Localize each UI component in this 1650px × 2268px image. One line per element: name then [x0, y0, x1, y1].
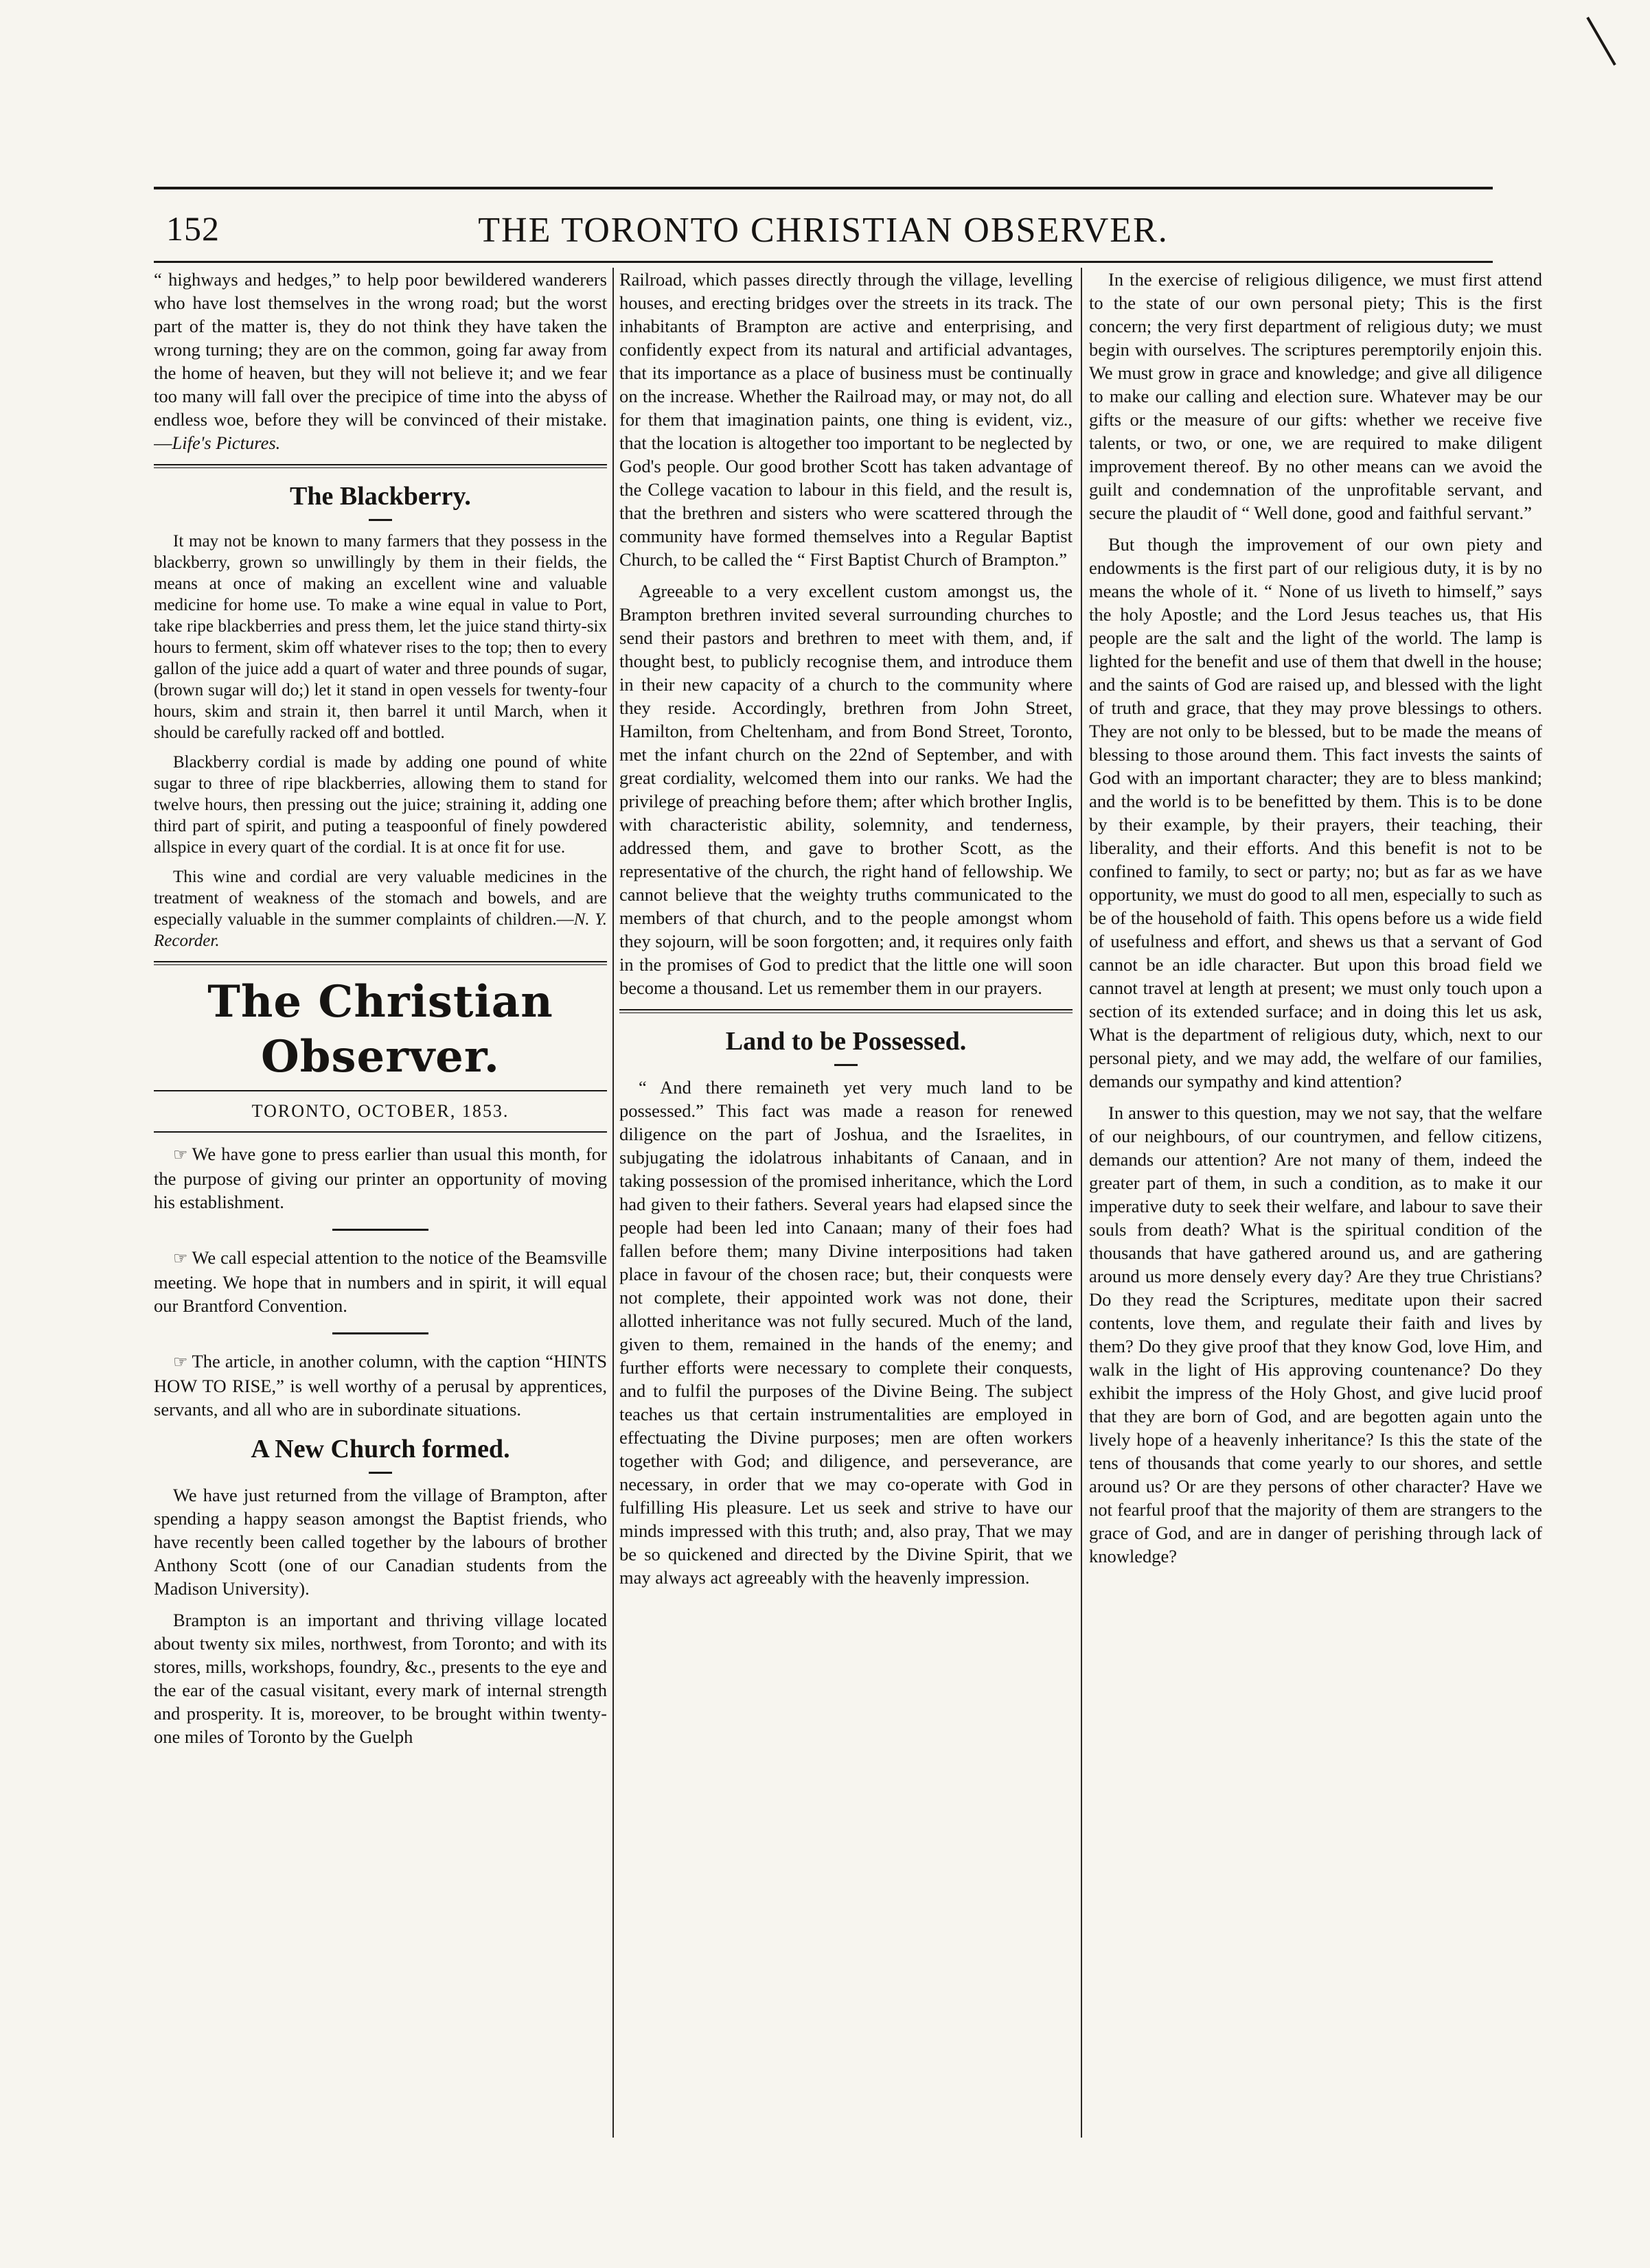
column-divider-2 [1081, 268, 1082, 2138]
notice-1: ☞ We have gone to press earlier than usual this month, for the purpose of giving our printer an opportunity of moving his establishment. [154, 1144, 607, 1212]
page-number: 152 [166, 209, 220, 248]
land-paragraph-2: In the exercise of religious diligence, we must first attend to the state of our own personal piety; This is the first concern; the very first department of religious duty; we must begin with ourselves. The scriptures peremptorily enjoin this. We must grow in grace and knowledge; and give all diligence to make our calling and election sure. Whatever may be our gifts or the measure of our gifts: whether we receive five talents, or two, or one, we are required to make diligent improvement thereof. By no other means can we avoid the guilt and condemnation of the unprofitable servant, and secure the plaudit of “ Well done, good and faithful servant.” [1089, 269, 1542, 523]
intro-source: Life's Pictures. [172, 432, 281, 453]
dateline: TORONTO, OCTOBER, 1853. [154, 1090, 607, 1133]
pointing-hand-icon: ☞ [173, 1250, 188, 1268]
column-divider-1 [612, 268, 614, 2138]
article-title-blackberry: The Blackberry. [290, 482, 471, 511]
title-dash [369, 1472, 392, 1474]
header-rule [154, 261, 1493, 263]
title-dash [369, 519, 392, 521]
notice-3: ☞ The article, in another column, with the caption “HINTS HOW TO RISE,” is well worthy of a perusal by apprentices, servants, and all who are in subordinate situations. [154, 1351, 607, 1420]
top-rule [154, 187, 1493, 189]
blackberry-paragraph-1: It may not be known to many farmers that they possess in the blackberry, grown so unwillingly by them in their fields, the means at once of making an excellent wine and valuable medicine for home use. To make a wine equal in value to Port, take ripe blackberries and press them, let the juice stand thirty-six hours to ferment, skim off whatever rises to the top; then to every gallon of the juice add a quart of water and three pounds of sugar, (brown sugar will do;) let it stand in open vessels for twenty-four hours, skim and strain it, then barrel it until March, when it should be carefully racked off and bottled. [154, 532, 607, 742]
title-dash [834, 1064, 858, 1066]
pointing-hand-icon: ☞ [173, 1354, 188, 1372]
notice-2: ☞ We call especial attention to the notice of the Beamsville meeting. We hope that in numbers and in spirit, it will equal our Brantford Convention. [154, 1247, 607, 1316]
pointing-hand-icon: ☞ [173, 1146, 188, 1164]
church-paragraph-4: Agreeable to a very excellent custom amongst us, the Brampton brethren invited several surrounding churches to send their pastors and brethren to meet with them, and, if thought best, to publicly recognise them, and introduce them in their new capacity of a church to the community where they reside. Accordingly, brethren from John Street, Hamilton, from Cheltenham, and from Bond Street, Toronto, met the infant church on the 22nd of September, and with great cordiality, welcomed them into our ranks. We had the privilege of preaching before them; after which brother Inglis, with characteristic ability, solemnity, and tenderness, addressed them, and gave to brother Scott, as the representative of the church, the right hand of fellowship. We cannot believe that the weighty truths communicated to the members of that church, and to the people amongst whom they sojourn, will be soon forgotten; and, it requires only faith in the promises of God to predict that the little one will soon become a thousand. Let us remember them in our prayers. [619, 581, 1073, 998]
newspaper-title: THE TORONTO CHRISTIAN OBSERVER. [478, 210, 1169, 250]
section-separator [154, 464, 607, 468]
column-2 [619, 268, 1073, 2138]
section-separator [619, 1009, 1073, 1013]
masthead: The Christian Observer. [207, 976, 553, 1083]
church-paragraph-1: We have just returned from the village of Brampton, after spending a happy season amongst the Baptist friends, who have recently been called together by the labours of brother Anthony Scott (one of our Canadian students from the Madison University). [154, 1485, 607, 1599]
blackberry-source: N. Y. Recorder. [154, 910, 607, 950]
short-rule [332, 1332, 428, 1334]
intro-paragraph: “ highways and hedges,” to help poor bewildered wanderers who have lost themselves in the wrong road; but the worst part of the matter is, they do not think they have taken the wrong turning; they are on the common, going far away from the home of heaven, but they will not believe it; and we fear too many will fall over the precipice of time into the abyss of endless woe, before they will be convinced of their mistake.—Life's Pictures. [154, 269, 607, 453]
column-1 [154, 268, 607, 2138]
article-title-land: Land to be Possessed. [725, 1027, 967, 1056]
short-rule [332, 1229, 428, 1231]
land-paragraph-4: In answer to this question, may we not say, that the welfare of our neighbours, of our countrymen, and fellow citizens, demands our attention? Are not many of them, indeed the greater part of them, in such a condition, as to make it our imperative duty to seek their welfare, and labour to save their souls from death? What is the spiritual condition of the thousands that have gathered around us, and are gathering around us more densely every day? Are they true Christians? Do they read the Scriptures, meditate upon their sacred contents, love them, and regulate their faith and lives by them? Do they give proof that they know God, love Him, and walk in the light of His approving countenance? Do they exhibit the impress of the Holy Ghost, and give lucid proof that they are born of God, and are begotten again unto the lively hope of a heavenly inheritance? Is this the state of the tens of thousands that come yearly to our shores, and settle around us? Or are they persons of other character? Have we not fearful proof that the majority of them are strangers to the grace of God, and are in danger of perishing through lack of knowledge? [1089, 1102, 1542, 1566]
article-title-new-church: A New Church formed. [251, 1435, 510, 1463]
land-paragraph-1: “ And there remaineth yet very much land to be possessed.” This fact was made a reason for renewed diligence on the part of Joshua, and the Israelites, in subjugating the idolatrous inhabitants of Canaan, and in taking possession of the promised inheritance, which the Lord had given to their fathers. Several years had elapsed since the people had been led into Canaan; many of their foes had fallen before them; many Divine interpositions had taken place in favour of the chosen race; but, their conquests were not complete, their appointed work was not done, their allotted inheritance was not fully secured. Much of the land, given to them, remained in the hands of the enemy; and further efforts were necessary to complete their conquests, and to fulfil the purposes of the Divine Being. The subject teaches us that certain instrumentalities are employed in effectuating the Divine purposes; men are often workers together with God; and diligence, and perseverance, are necessary, in order that we may co-operate with God in fulfilling His pleasure. Let us seek and strive to have our minds impressed with this truth; and, also pray, That we may be so quickened and directed by the Divine Spirit, that we may always act agreeably with the heavenly impression. [619, 1077, 1073, 1588]
church-paragraph-2: Brampton is an important and thriving village located about twenty six miles, northwest, from Toronto; and with its stores, mills, workshops, foundry, &c., presents to the eye and the ear of the casual visitant, every mark of internal strength and prosperity. It is, moreover, to be brought within twenty-one miles of Toronto by the Guelph [154, 1610, 607, 1747]
land-paragraph-3: But though the improvement of our own piety and endowments is the first part of our religious duty, it is by no means the whole of it. “ None of us liveth to himself,” says the holy Apostle; and the Lord Jesus teaches us, that His people are the salt and the light of the world. The lamp is lighted for the benefit and use of them that dwell in the house; and the saints of God are raised up, and blessed with the light of truth and grace, that they may prove blessings to others. They are not only to be blessed, but to be made the means of blessing to those around them. This fact invests the saints of God with an important character; they are to bless mankind; and the world is to be benefitted by them. This is to be done by their example, by their prayers, their teaching, their liberality, and their efforts. And this benefit is not to be confined to family, to sect or party; no; but as far as we have opportunity, we must do good to all men, especially to such as be of the household of faith. This opens before us a wide field of usefulness and effort, and shews us that a servant of God cannot be an idle character. But upon this broad field we cannot travel at length at present; we must only touch upon a section of its extended surface; and in doing this let us ask, What is the department of religious duty, which, next to our personal piety, and we may add, the welfare of our families, demands our sympathy and kind attention? [1089, 534, 1542, 1091]
section-separator [154, 961, 607, 965]
blackberry-paragraph-3: This wine and cordial are very valuable medicines in the treatment of weakness of the stomach and bowels, and are especially valuable in the summer complaints of children.—N. Y. Recorder. [154, 868, 607, 950]
page-header [154, 199, 1493, 261]
blackberry-paragraph-2: Blackberry cordial is made by adding one pound of white sugar to three of ripe blackberries, allowing them to stand for twelve hours, then pressing out the juice; straining it, adding one third part of spirit, and puting a teaspoonful of finely powdered allspice in every quart of the cordial. It is at once fit for use. [154, 753, 607, 857]
column-3 [1089, 268, 1542, 2138]
church-paragraph-3: Railroad, which passes directly through the village, levelling houses, and erecting bridges over the streets in its track. The inhabitants of Brampton are active and enterprising, and confidently expect from its natural and artificial advantages, that its importance as a place of business must be continually on the increase. Whether the Railroad may, or may not, do all for them that imagination paints, one thing is evident, viz., that the location is altogether too important to be neglected by God's people. Our good brother Scott has taken advantage of the College vacation to labour in this field, and the result is, that the brethren and sisters who were scattered through the community have formed themselves into a Regular Baptist Church, to be called the “ First Baptist Church of Brampton.” [619, 269, 1073, 570]
scan-mark-top-right [1586, 16, 1616, 65]
